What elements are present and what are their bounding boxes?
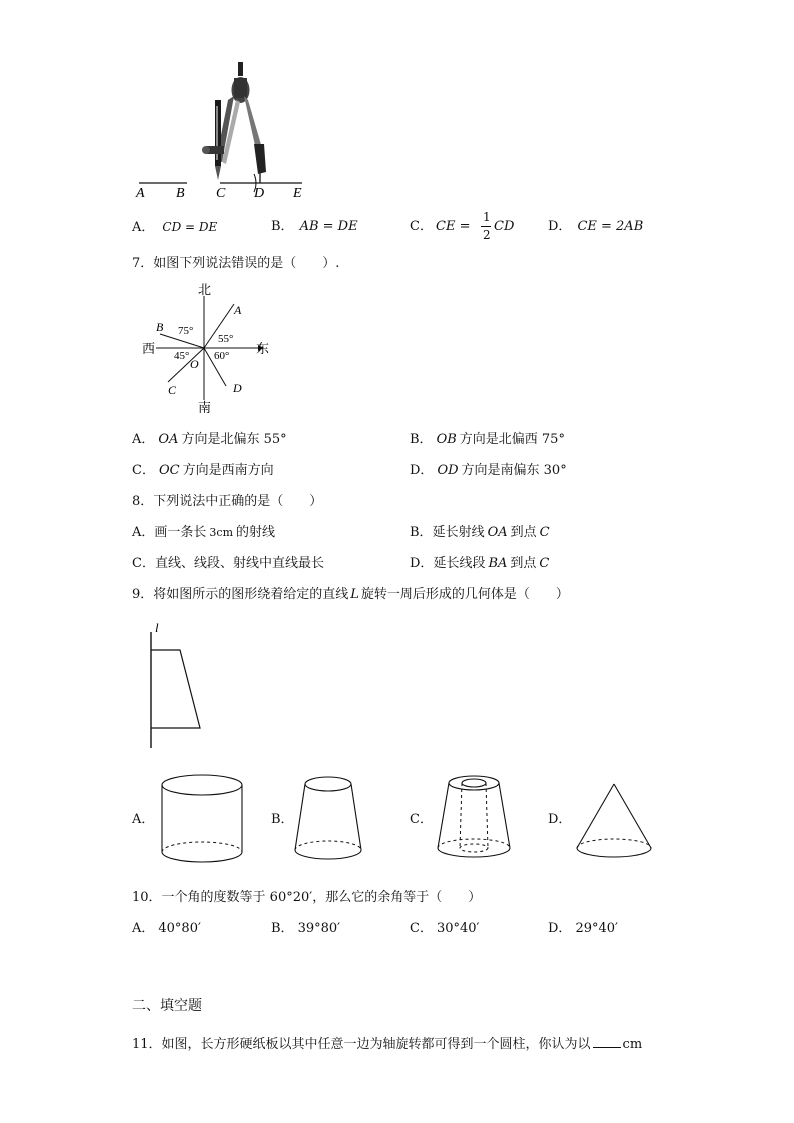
angle-75: 75° [178,325,194,337]
axis-label-l: l [155,620,159,635]
label-e: E [293,186,302,200]
cylinder-icon[interactable] [158,772,246,868]
west-label: 西 [142,341,156,356]
q11-stem: 11．如图，长方形硬纸板以其中任意一边为轴旋转都可得到一个圆柱，你认为以 cm [132,1037,643,1052]
q6-option-d[interactable]: D． CE = 2AB [548,219,644,234]
q8-option-b[interactable]: B．延长射线 OA 到点 C [410,525,550,540]
q6-option-b[interactable]: B． AB = DE [271,219,358,234]
compass-figure [130,60,320,200]
q9-option-d-letter[interactable]: D． [548,812,572,827]
section-title: 二、填空题 [132,998,202,1014]
q8-option-a[interactable]: A．画一条长 3cm 的射线 [132,525,276,540]
q6-option-a[interactable]: A． CD = DE [132,220,218,235]
q10-option-d[interactable]: D． 29°40′ [548,921,618,936]
q8-option-d[interactable]: D．延长线段 BA 到点 C [410,556,550,571]
q10-option-c[interactable]: C． 30°40′ [410,921,480,936]
hollow-frustum-icon[interactable] [434,772,514,864]
label-a: A [136,186,145,200]
label-c: C [216,186,226,200]
north-label: 北 [198,282,212,297]
q7-stem: 7．如图下列说法错误的是（ ）. [132,256,340,271]
frustum-icon[interactable] [292,774,364,866]
label-d: D [254,186,265,200]
q9-option-c-letter[interactable]: C． [410,812,433,827]
q7-option-c[interactable]: C． OC 方向是西南方向 [132,463,274,478]
ray-label-c: C [168,383,177,397]
ray-label-b: B [156,320,164,334]
label-b: B [176,186,185,200]
q8-option-c[interactable]: C．直线、线段、射线中直线最长 [132,556,324,571]
cone-icon[interactable] [574,780,654,862]
q10-stem: 10．一个角的度数等于 60°20′，那么它的余角等于（ ） [132,890,482,905]
q11-blank[interactable] [593,1035,621,1048]
q7-option-d[interactable]: D． OD 方向是南偏东 30° [410,463,567,478]
angle-60: 60° [214,350,230,362]
ray-label-a: A [234,303,242,317]
q9-option-b-letter[interactable]: B． [271,812,294,827]
east-label: 东 [256,341,270,356]
trapezoid-figure [140,618,210,750]
angle-55: 55° [218,333,234,345]
q7-option-b[interactable]: B． OB 方向是北偏西 75° [410,432,565,447]
q10-option-b[interactable]: B． 39°80′ [271,921,341,936]
q9-option-a-letter[interactable]: A． [132,812,155,827]
ray-label-d: D [233,381,242,395]
q10-option-a[interactable]: A． 40°80′ [132,921,201,936]
q7-option-a[interactable]: A． OA 方向是北偏东 55° [132,432,287,447]
south-label: 南 [198,400,212,414]
direction-figure [138,282,273,414]
q8-stem: 8．下列说法中正确的是（ ） [132,494,323,509]
angle-45: 45° [174,350,190,362]
origin-label: O [190,357,199,371]
q9-stem: 9．将如图所示的图形绕着给定的直线 L 旋转一周后形成的几何体是（ ） [132,587,569,602]
